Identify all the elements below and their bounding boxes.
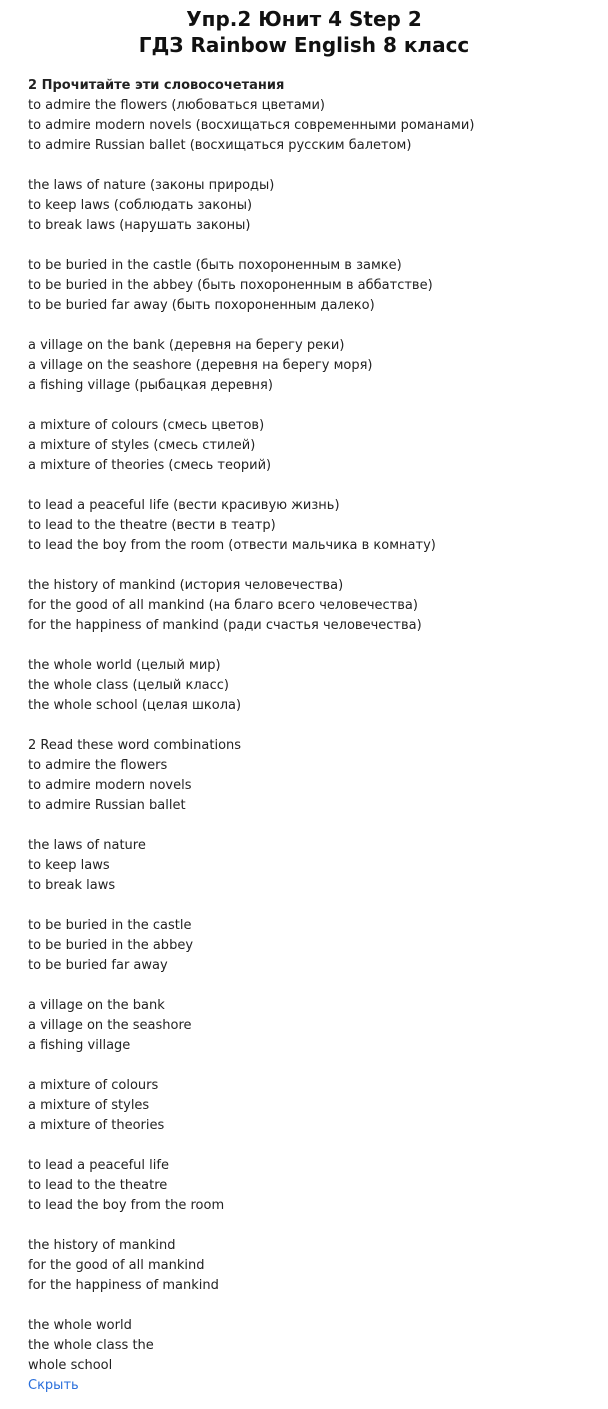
phrase-line-ru: to lead a peaceful life (вести красивую жизнь) [28,498,340,513]
exercise-content [28,76,598,1396]
phrase-line-en: the whole world [28,1318,132,1333]
phrase-line-en: to lead the boy from the room [28,1198,225,1213]
spacer [28,156,598,176]
spacer [28,316,598,336]
spacer [28,816,598,836]
phrase-line-ru: to be buried far away (быть похороненным далеко) [28,298,375,313]
phrase-line-ru: to break laws (нарушать законы) [28,218,251,233]
spacer [28,476,598,496]
phrase-line-ru: to admire Russian ballet (восхищаться русским балетом) [28,138,412,153]
phrase-line-ru: a mixture of colours (смесь цветов) [28,418,265,433]
phrase-line-en: a fishing village [28,1038,131,1053]
phrase-line-en: to be buried far away [28,958,168,973]
phrase-line-ru: to lead to the theatre (вести в театр) [28,518,276,533]
spacer [28,556,598,576]
phrase-line-ru: the laws of nature (законы природы) [28,178,275,193]
phrase-line-en: the history of mankind [28,1238,176,1253]
phrase-line-ru: to lead the boy from the room (отвести мальчика в комнату) [28,538,436,553]
hide-link[interactable]: Скрыть [28,1378,79,1393]
phrase-line-ru: for the good of all mankind (на благо всего человечества) [28,598,418,613]
phrase-line-en: to lead a peaceful life [28,1158,169,1173]
spacer [28,976,598,996]
page-subtitle: ГДЗ Rainbow English 8 класс [138,33,470,57]
phrase-line-ru: a village on the seashore (деревня на берегу моря) [28,358,373,373]
page-title: Упр.2 Юнит 4 Step 2 [186,7,422,31]
spacer [28,896,598,916]
spacer [28,1136,598,1156]
phrase-line-ru: the history of mankind (история человечества) [28,578,344,593]
phrase-line-ru: the whole school (целая школа) [28,698,242,713]
phrase-line-en: the laws of nature [28,838,146,853]
phrase-line-ru: to admire the flowers (любоваться цветами) [28,98,325,113]
spacer [28,716,598,736]
phrase-line-en: a mixture of styles [28,1098,150,1113]
phrase-line-en: to lead to the theatre [28,1178,168,1193]
phrase-line-en: a village on the bank [28,998,165,1013]
phrase-line-ru: to admire modern novels (восхищаться современными романами) [28,118,475,133]
section-heading-en: 2 Read these word combinations [28,738,242,753]
phrase-line-en: to admire the flowers [28,758,168,773]
spacer [28,1056,598,1076]
section-heading-ru: 2 Прочитайте эти словосочетания [28,78,285,93]
phrase-line-ru: for the happiness of mankind (ради счастья человечества) [28,618,422,633]
phrase-line-en: a mixture of theories [28,1118,165,1133]
phrase-line-ru: a village on the bank (деревня на берегу реки) [28,338,345,353]
spacer [28,236,598,256]
phrase-line-ru: to keep laws (соблюдать законы) [28,198,253,213]
phrase-line-ru: a mixture of theories (смесь теорий) [28,458,272,473]
phrase-line-en: whole school [28,1358,113,1373]
phrase-line-en: to be buried in the abbey [28,938,194,953]
phrase-line-en: to admire modern novels [28,778,192,793]
spacer [28,396,598,416]
phrase-line-en: a village on the seashore [28,1018,192,1033]
phrase-line-en: to be buried in the castle [28,918,192,933]
spacer [28,1296,598,1316]
spacer [28,636,598,656]
phrase-line-ru: to be buried in the abbey (быть похороненным в аббатстве) [28,278,433,293]
phrase-line-en: to keep laws [28,858,110,873]
phrase-line-ru: the whole world (целый мир) [28,658,221,673]
spacer [28,1216,598,1236]
phrase-line-en: the whole class the [28,1338,154,1353]
phrase-line-en: to admire Russian ballet [28,798,186,813]
phrase-line-ru: the whole class (целый класс) [28,678,230,693]
phrase-line-en: a mixture of colours [28,1078,159,1093]
phrase-line-ru: a mixture of styles (смесь стилей) [28,438,256,453]
phrase-line-ru: to be buried in the castle (быть похороненным в замке) [28,258,402,273]
phrase-line-en: to break laws [28,878,116,893]
phrase-line-ru: a fishing village (рыбацкая деревня) [28,378,273,393]
phrase-line-en: for the happiness of mankind [28,1278,219,1293]
phrase-line-en: for the good of all mankind [28,1258,205,1273]
